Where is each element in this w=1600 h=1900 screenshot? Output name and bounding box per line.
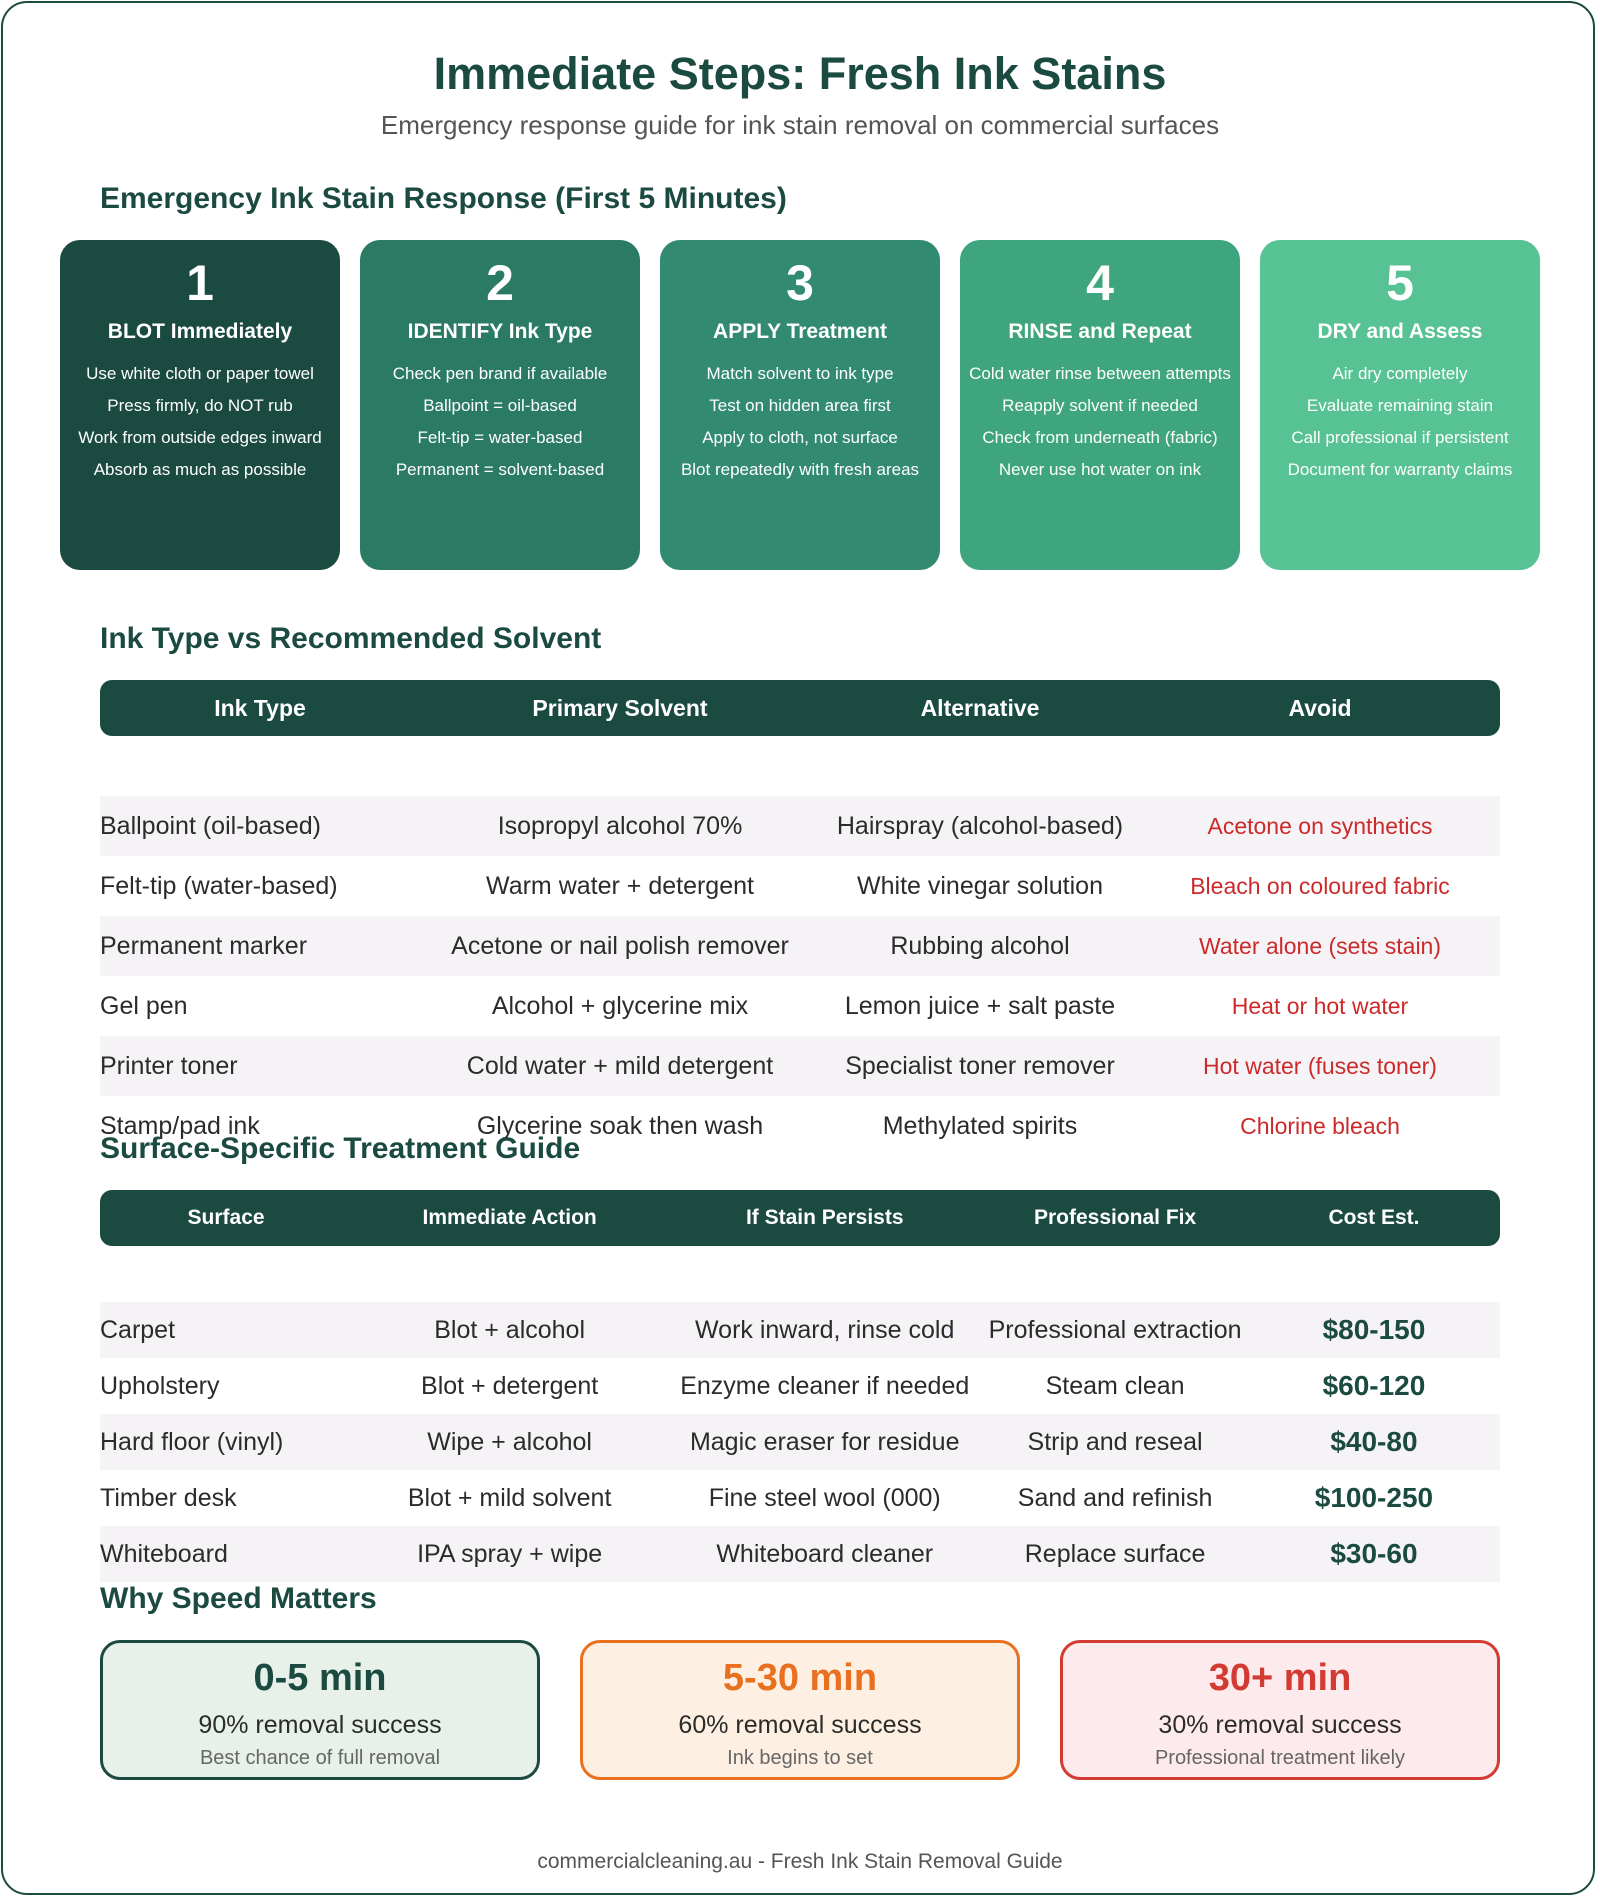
speed-success-rate: 90% removal success — [198, 1711, 442, 1739]
step-line: Check pen brand if available — [392, 364, 608, 383]
cell-cost-estimate: $100-250 — [1314, 1482, 1434, 1513]
step-title: BLOT Immediately — [107, 320, 293, 343]
column-header-surface: Surface — [100, 1190, 352, 1246]
step-card-1 — [60, 240, 340, 570]
step-lines — [60, 358, 340, 486]
step-card-4 — [960, 240, 1240, 570]
cell-professional-fix: Replace surface — [982, 1526, 1248, 1582]
cell-ink-type: Stamp/pad ink — [100, 1111, 260, 1140]
step-card-5 — [1260, 240, 1540, 570]
cell-surface: Timber desk — [100, 1483, 237, 1512]
column-header-immediate-action: Immediate Action — [352, 1190, 667, 1246]
column-header-ink-type: Ink Type — [100, 680, 420, 736]
step-line: Apply to cloth, not surface — [702, 428, 898, 447]
cell-immediate-action: Blot + alcohol — [352, 1302, 667, 1358]
cell-primary-solvent: Isopropyl alcohol 70% — [420, 796, 820, 856]
step-title: DRY and Assess — [1317, 320, 1483, 343]
column-header-cost-estimate: Cost Est. — [1248, 1190, 1500, 1246]
speed-note: Professional treatment likely — [1154, 1747, 1406, 1769]
step-title: IDENTIFY Ink Type — [407, 320, 593, 343]
surface-section-title: Surface-Specific Treatment Guide — [100, 1132, 581, 1165]
speed-success-rate: 30% removal success — [1158, 1711, 1402, 1739]
table-row — [100, 1470, 1500, 1526]
step-line: Ballpoint = oil-based — [423, 396, 577, 415]
speed-card-0-5-min — [100, 1640, 540, 1780]
step-line: Blot repeatedly with fresh areas — [680, 460, 920, 479]
step-lines — [360, 358, 640, 486]
cell-primary-solvent: Acetone or nail polish remover — [420, 916, 820, 976]
cell-primary-solvent: Cold water + mild detergent — [420, 1036, 820, 1096]
step-lines — [660, 358, 940, 486]
speed-time: 30+ min — [1208, 1657, 1352, 1699]
ink-section-title: Ink Type vs Recommended Solvent — [100, 622, 602, 655]
step-line: Call professional if persistent — [1291, 428, 1509, 447]
step-line: Cold water rinse between attempts — [969, 364, 1231, 383]
cell-immediate-action: Blot + detergent — [421, 1371, 599, 1400]
cell-professional-fix: Steam clean — [1045, 1371, 1185, 1400]
step-line: Press firmly, do NOT rub — [107, 396, 293, 415]
step-line: Match solvent to ink type — [706, 364, 894, 383]
cell-if-stain-persists: Fine steel wool (000) — [708, 1483, 941, 1512]
table-header-row — [100, 1190, 1500, 1246]
step-lines — [960, 358, 1240, 486]
table-spacer — [100, 736, 1500, 796]
surface-treatment-table — [100, 1190, 1500, 1582]
cell-ink-type: Ballpoint (oil-based) — [100, 796, 420, 856]
cell-avoid: Bleach on coloured fabric — [1190, 872, 1450, 899]
cell-alternative: White vinegar solution — [857, 871, 1103, 900]
cell-cost-estimate: $30-60 — [1248, 1526, 1500, 1582]
step-lines — [1260, 358, 1540, 486]
column-header-professional-fix: Professional Fix — [982, 1190, 1248, 1246]
cell-ink-type: Permanent marker — [100, 916, 420, 976]
cell-avoid: Chlorine bleach — [1240, 1112, 1400, 1139]
column-header-primary-solvent: Primary Solvent — [420, 680, 820, 736]
step-number: 3 — [786, 255, 814, 311]
step-line: Permanent = solvent-based — [395, 460, 605, 479]
table-row — [100, 1526, 1500, 1582]
cell-surface: Upholstery — [100, 1371, 220, 1400]
cell-cost-estimate: $40-80 — [1248, 1414, 1500, 1470]
step-line: Use white cloth or paper towel — [86, 364, 314, 383]
table-row — [100, 1358, 1500, 1414]
cell-professional-fix: Strip and reseal — [982, 1414, 1248, 1470]
cell-alternative: Rubbing alcohol — [820, 916, 1140, 976]
speed-time: 0-5 min — [253, 1657, 387, 1699]
table-row — [100, 1036, 1500, 1096]
step-line: Reapply solvent if needed — [1002, 396, 1198, 415]
cell-immediate-action: IPA spray + wipe — [352, 1526, 667, 1582]
cell-alternative: Lemon juice + salt paste — [844, 991, 1116, 1020]
cell-surface: Whiteboard — [100, 1526, 352, 1582]
cell-if-stain-persists: Enzyme cleaner if needed — [680, 1371, 970, 1400]
page-title: Immediate Steps: Fresh Ink Stains — [433, 48, 1167, 99]
step-line: Check from underneath (fabric) — [982, 428, 1218, 447]
step-line: Document for warranty claims — [1287, 460, 1513, 479]
speed-note: Best chance of full removal — [199, 1747, 441, 1769]
table-row — [100, 916, 1500, 976]
step-card-2 — [360, 240, 640, 570]
footer-text: commercialcleaning.au - Fresh Ink Stain Removal Guide — [537, 1850, 1063, 1873]
cell-immediate-action: Blot + mild solvent — [407, 1483, 612, 1512]
step-line: Felt-tip = water-based — [417, 428, 583, 447]
table-row — [100, 976, 1500, 1036]
cell-if-stain-persists: Work inward, rinse cold — [667, 1302, 982, 1358]
column-header-if-stain-persists: If Stain Persists — [667, 1190, 982, 1246]
steps-row — [60, 240, 1540, 570]
cell-primary-solvent: Glycerine soak then wash — [476, 1111, 764, 1140]
cell-alternative: Specialist toner remover — [820, 1036, 1140, 1096]
step-line: Work from outside edges inward — [78, 428, 322, 447]
cell-avoid: Acetone on synthetics — [1140, 796, 1500, 856]
cell-professional-fix: Professional extraction — [982, 1302, 1248, 1358]
speed-time: 5-30 min — [722, 1657, 878, 1699]
cell-surface: Carpet — [100, 1302, 352, 1358]
step-number: 1 — [186, 255, 214, 311]
step-card-3 — [660, 240, 940, 570]
step-number: 4 — [1086, 255, 1114, 311]
step-line: Test on hidden area first — [709, 396, 891, 415]
cell-alternative: Hairspray (alcohol-based) — [820, 796, 1140, 856]
step-line: Evaluate remaining stain — [1306, 396, 1494, 415]
step-title: RINSE and Repeat — [1008, 320, 1192, 343]
speed-card-30-plus-min — [1060, 1640, 1500, 1780]
cell-avoid: Water alone (sets stain) — [1140, 916, 1500, 976]
column-header-alternative: Alternative — [820, 680, 1140, 736]
step-line: Never use hot water on ink — [998, 460, 1202, 479]
table-row — [100, 856, 1500, 916]
table-row — [100, 796, 1500, 856]
cell-immediate-action: Wipe + alcohol — [352, 1414, 667, 1470]
cell-professional-fix: Sand and refinish — [1017, 1483, 1213, 1512]
cell-if-stain-persists: Magic eraser for residue — [667, 1414, 982, 1470]
step-number: 2 — [486, 255, 514, 311]
cell-cost-estimate: $80-150 — [1248, 1302, 1500, 1358]
step-line: Air dry completely — [1332, 364, 1468, 383]
steps-section-title: Emergency Ink Stain Response (First 5 Minutes) — [100, 182, 787, 215]
cell-primary-solvent: Warm water + detergent — [486, 871, 754, 900]
speed-card-5-30-min — [580, 1640, 1020, 1780]
column-header-avoid: Avoid — [1140, 680, 1500, 736]
table-spacer — [100, 1246, 1500, 1302]
cell-ink-type: Printer toner — [100, 1036, 420, 1096]
page-subtitle: Emergency response guide for ink stain removal on commercial surfaces — [380, 110, 1220, 140]
cell-cost-estimate: $60-120 — [1322, 1370, 1426, 1401]
speed-success-rate: 60% removal success — [678, 1711, 922, 1739]
step-number: 5 — [1386, 255, 1414, 311]
table-row — [100, 1302, 1500, 1358]
cell-ink-type: Gel pen — [100, 991, 188, 1020]
speed-section-title: Why Speed Matters — [100, 1582, 377, 1615]
speed-note: Ink begins to set — [727, 1747, 873, 1769]
cell-surface: Hard floor (vinyl) — [100, 1414, 352, 1470]
cell-avoid: Heat or hot water — [1231, 992, 1409, 1019]
cell-if-stain-persists: Whiteboard cleaner — [667, 1526, 982, 1582]
step-title: APPLY Treatment — [713, 320, 887, 343]
cell-alternative: Methylated spirits — [882, 1111, 1078, 1140]
cell-ink-type: Felt-tip (water-based) — [100, 871, 338, 900]
step-line: Absorb as much as possible — [93, 460, 307, 479]
table-header-row — [100, 680, 1500, 736]
table-row — [100, 1414, 1500, 1470]
ink-solvent-table — [100, 680, 1500, 1156]
cell-avoid: Hot water (fuses toner) — [1140, 1036, 1500, 1096]
cell-primary-solvent: Alcohol + glycerine mix — [491, 991, 749, 1020]
